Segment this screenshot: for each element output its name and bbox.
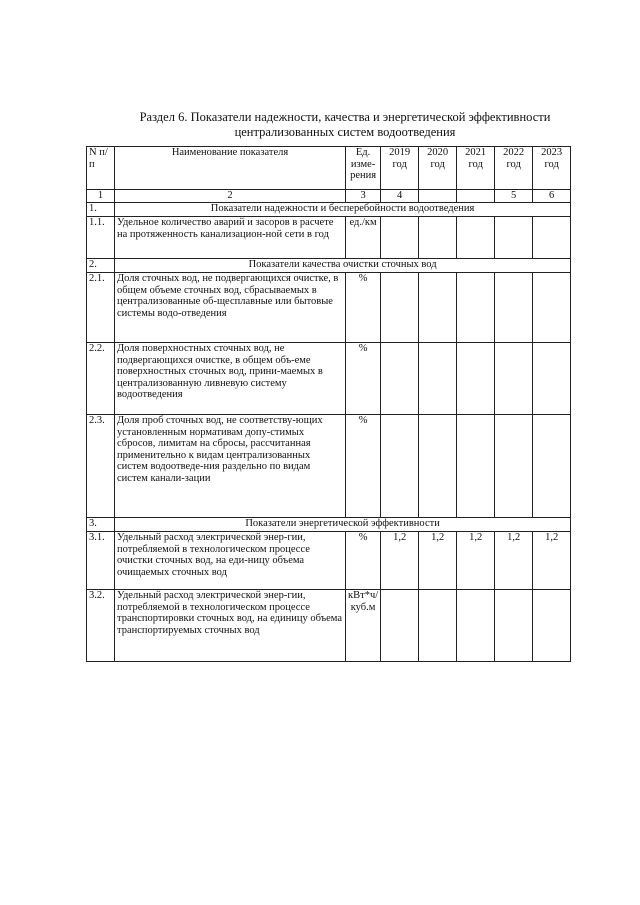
- row-value: [457, 217, 495, 259]
- row-value: [533, 415, 571, 518]
- section-row: [87, 518, 571, 532]
- row-unit: ед./км: [346, 217, 381, 259]
- row-value: [381, 217, 419, 259]
- row-name: Удельное количество аварий и засоров в расчете на протяженность канализацион-ной сети в год: [115, 217, 346, 259]
- header-year: 2019 год: [381, 147, 419, 190]
- row-value: 1,2: [533, 532, 571, 590]
- page-title-line-1: Раздел 6. Показатели надежности, качества и энергетической эффективности: [139, 110, 551, 124]
- header-year: 2022 год: [495, 147, 533, 190]
- row-value: 1,2: [419, 532, 457, 590]
- table-row: [87, 273, 571, 343]
- row-value: [381, 590, 419, 662]
- section-num: 3.: [87, 518, 115, 532]
- section-title: Показатели качества очистки сточных вод: [115, 259, 571, 273]
- table-row: [87, 343, 571, 415]
- row-value: [419, 273, 457, 343]
- row-num: 1.1.: [87, 217, 115, 259]
- indicators-table: [86, 146, 571, 662]
- row-name: Доля поверхностных сточных вод, не подвергающихся очистке, в общем объ-еме поверхностных сточных вод, прини-маемых в централизованную ливневую систему водоотведения: [115, 343, 346, 415]
- row-value: [457, 415, 495, 518]
- table-row: [87, 590, 571, 662]
- header-year: 2023 год: [533, 147, 571, 190]
- section-title: Показатели энергетической эффективности: [115, 518, 571, 532]
- row-num: 3.2.: [87, 590, 115, 662]
- row-value: [495, 590, 533, 662]
- row-value: [495, 273, 533, 343]
- row-num: 2.3.: [87, 415, 115, 518]
- row-unit: %: [346, 415, 381, 518]
- row-value: [533, 217, 571, 259]
- row-value: [495, 343, 533, 415]
- row-value: 1,2: [495, 532, 533, 590]
- column-index: 6: [533, 190, 571, 203]
- column-index: 4: [381, 190, 419, 203]
- header-name: Наименование показателя: [115, 147, 346, 190]
- row-value: [495, 415, 533, 518]
- column-index: [457, 190, 495, 203]
- section-row: [87, 203, 571, 217]
- section-row: [87, 259, 571, 273]
- header-num: N п/п: [87, 147, 115, 190]
- row-value: [533, 590, 571, 662]
- section-num: 1.: [87, 203, 115, 217]
- column-index: 5: [495, 190, 533, 203]
- table-header-row: [87, 147, 571, 190]
- row-value: 1,2: [381, 532, 419, 590]
- row-value: [381, 273, 419, 343]
- table-row: [87, 217, 571, 259]
- column-index: 1: [87, 190, 115, 203]
- row-num: 2.2.: [87, 343, 115, 415]
- row-unit: %: [346, 343, 381, 415]
- row-value: [495, 217, 533, 259]
- row-value: [381, 415, 419, 518]
- row-value: 1,2: [457, 532, 495, 590]
- section-num: 2.: [87, 259, 115, 273]
- row-num: 2.1.: [87, 273, 115, 343]
- row-value: [381, 343, 419, 415]
- header-unit: Ед. изме-рения: [346, 147, 381, 190]
- row-name: Удельный расход электрической энер-гии, потребляемой в технологическом процессе очистки сточных вод, на еди-ницу объема очищаемых сточных вод: [115, 532, 346, 590]
- section-title: Показатели надежности и бесперебойности водоотведения: [115, 203, 571, 217]
- row-value: [533, 343, 571, 415]
- row-name: Доля проб сточных вод, не соответству-ющих установленным нормативам допу-стимых сбросов, лимитам на сбросы, рассчитанная применительно к видам централизованных систем водоотведе-ния раздельно по видам систем канали-зации: [115, 415, 346, 518]
- table-row: [87, 415, 571, 518]
- column-index-row: [87, 190, 571, 203]
- column-index: [419, 190, 457, 203]
- column-index: 2: [115, 190, 346, 203]
- row-unit: %: [346, 273, 381, 343]
- row-name: Удельный расход электрической энер-гии, потребляемой в технологическом процессе транспортировки сточных вод, на единицу объема транспортируемых сточных вод: [115, 590, 346, 662]
- table-row: [87, 532, 571, 590]
- row-value: [457, 590, 495, 662]
- row-value: [419, 343, 457, 415]
- row-value: [419, 217, 457, 259]
- page-title: [95, 110, 595, 140]
- row-unit: кВт*ч/куб.м: [346, 590, 381, 662]
- header-year: 2021 год: [457, 147, 495, 190]
- row-unit: %: [346, 532, 381, 590]
- row-value: [457, 273, 495, 343]
- column-index: 3: [346, 190, 381, 203]
- row-name: Доля сточных вод, не подвергающихся очистке, в общем объеме сточных вод, сбрасываемых в централизованные об-щесплавные или бытовые системы водо-отведения: [115, 273, 346, 343]
- page-title-line-2: централизованных систем водоотведения: [234, 125, 456, 139]
- row-value: [457, 343, 495, 415]
- row-num: 3.1.: [87, 532, 115, 590]
- row-value: [533, 273, 571, 343]
- header-year: 2020 год: [419, 147, 457, 190]
- row-value: [419, 415, 457, 518]
- row-value: [419, 590, 457, 662]
